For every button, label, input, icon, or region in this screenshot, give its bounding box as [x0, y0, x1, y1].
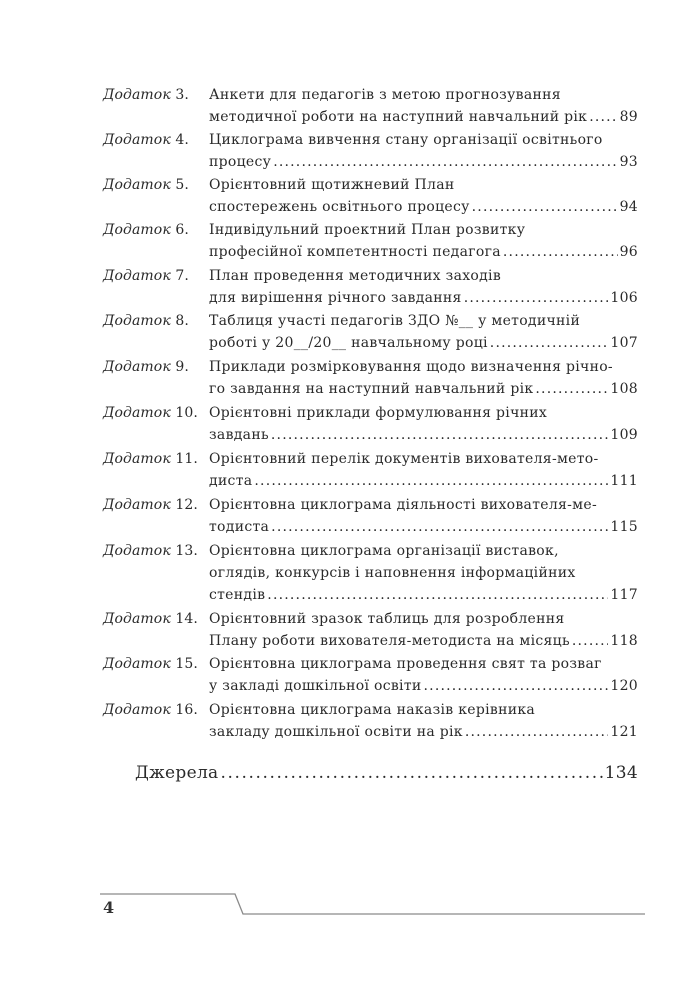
- dot-leader: [589, 106, 617, 128]
- entry-title: Індивідульний проектний План розвитку: [209, 222, 526, 238]
- page-ref: 115: [610, 519, 638, 535]
- appendix-label: Додаток 10.: [103, 405, 198, 421]
- dot-leader: [464, 287, 609, 309]
- sources-entry: [135, 761, 638, 785]
- appendix-label: Додаток 3.: [103, 87, 189, 103]
- entry-title: Орієнтовні приклади формулювання річних: [209, 405, 548, 421]
- appendix-label: Додаток 14.: [103, 611, 198, 627]
- sources-label: Джерела: [135, 763, 219, 783]
- entry-last-line: у закладі дошкільної освіти ..... 120: [209, 675, 638, 697]
- entry-title: оглядів, конкурсів і наповнення інформаційних: [209, 565, 576, 581]
- appendix-label: Додаток 16.: [103, 702, 198, 718]
- entry-last-line: спостережень освітнього процесу ..... 94: [209, 196, 638, 218]
- page-ref: 111: [610, 473, 638, 489]
- appendix-label: Додаток 15.: [103, 656, 198, 672]
- entry-title: Орієнтовна циклограма проведення свят та розваг: [209, 656, 602, 672]
- appendix-label: Додаток 8.: [103, 313, 189, 329]
- dot-leader: [271, 516, 608, 538]
- appendix-label: Додаток 4.: [103, 132, 189, 148]
- entry-title: Таблиця участі педагогів ЗДО №__ у методичній: [209, 313, 581, 329]
- dot-leader: [503, 241, 618, 263]
- appendix-label: Додаток 13.: [103, 543, 198, 559]
- appendix-label: Додаток 5.: [103, 177, 189, 193]
- appendix-label: Додаток 7.: [103, 268, 189, 284]
- entry-last-line: для вирішення річного завдання ..... 106: [209, 287, 638, 309]
- entry-last-line: го завдання на наступний навчальний рік ..... 108: [209, 378, 638, 400]
- page-ref: 107: [610, 335, 638, 351]
- page-ref: 118: [610, 633, 638, 649]
- entry-last-line: завдань ..... 109: [209, 424, 638, 446]
- entry-title: Орієнтовна циклограма діяльності вихователя-ме-: [209, 497, 597, 513]
- page-ref: 106: [610, 290, 638, 306]
- page-ref: 94: [619, 199, 638, 215]
- dot-leader: [465, 721, 609, 743]
- dot-leader: [267, 584, 608, 606]
- page-ref: 96: [619, 244, 638, 260]
- entry-title: Орієнтовна циклограма наказів керівника: [209, 702, 536, 718]
- entry-last-line: процесу ..... 93: [209, 151, 638, 173]
- dot-leader: [490, 332, 609, 354]
- page-ref: 134: [604, 763, 638, 783]
- entry-last-line: Плану роботи вихователя-методиста на місяць ..... 118: [209, 630, 638, 652]
- dot-leader: [535, 378, 608, 400]
- page-ref: 121: [610, 724, 638, 740]
- entry-title: Циклограма вивчення стану організації освітнього: [209, 132, 603, 148]
- dot-leader: [572, 630, 609, 652]
- entry-last-line: диста ..... 111: [209, 470, 638, 492]
- dot-leader: [424, 675, 609, 697]
- dot-leader: [254, 470, 608, 492]
- dot-leader: [271, 424, 608, 446]
- entry-title: Орієнтовний щотижневий План: [209, 177, 455, 193]
- appendix-label: Додаток 9.: [103, 359, 189, 375]
- dot-leader: [472, 196, 618, 218]
- entry-title: План проведення методичних заходів: [209, 268, 502, 284]
- appendix-label: Додаток 12.: [103, 497, 198, 513]
- page-ref: 108: [610, 381, 638, 397]
- page-ref: 93: [619, 154, 638, 170]
- footer-rule: [100, 893, 645, 917]
- entry-last-line: методичної роботи на наступний навчальний рік ..... 89: [209, 106, 638, 128]
- entry-title: Орієнтовний зразок таблиць для розроблення: [209, 611, 565, 627]
- entry-last-line: тодиста ..... 115: [209, 516, 638, 538]
- dot-leader: [221, 761, 603, 785]
- entry-title: Орієнтовний перелік документів вихователя-мето-: [209, 451, 599, 467]
- page-ref: 117: [610, 587, 638, 603]
- entry-last-line: стендів ..... 117: [209, 584, 638, 606]
- page-ref: 109: [610, 427, 638, 443]
- entry-title: Орієнтовна циклограма організації виставок,: [209, 543, 559, 559]
- entry-last-line: роботі у 20__/20__ навчальному році ..... 107: [209, 332, 638, 354]
- entry-last-line: професійної компетентності педагога ..... 96: [209, 241, 638, 263]
- entry-last-line: закладу дошкільної освіти на рік ..... 121: [209, 721, 638, 743]
- entry-title: Анкети для педагогів з метою прогнозування: [209, 87, 561, 103]
- page-number: 4: [103, 898, 115, 917]
- page-ref: 89: [619, 109, 638, 125]
- dot-leader: [273, 151, 617, 173]
- entry-title: Приклади розмірковування щодо визначення річно-: [209, 359, 613, 375]
- appendix-label: Додаток 11.: [103, 451, 198, 467]
- appendix-label: Додаток 6.: [103, 222, 189, 238]
- page-ref: 120: [610, 678, 638, 694]
